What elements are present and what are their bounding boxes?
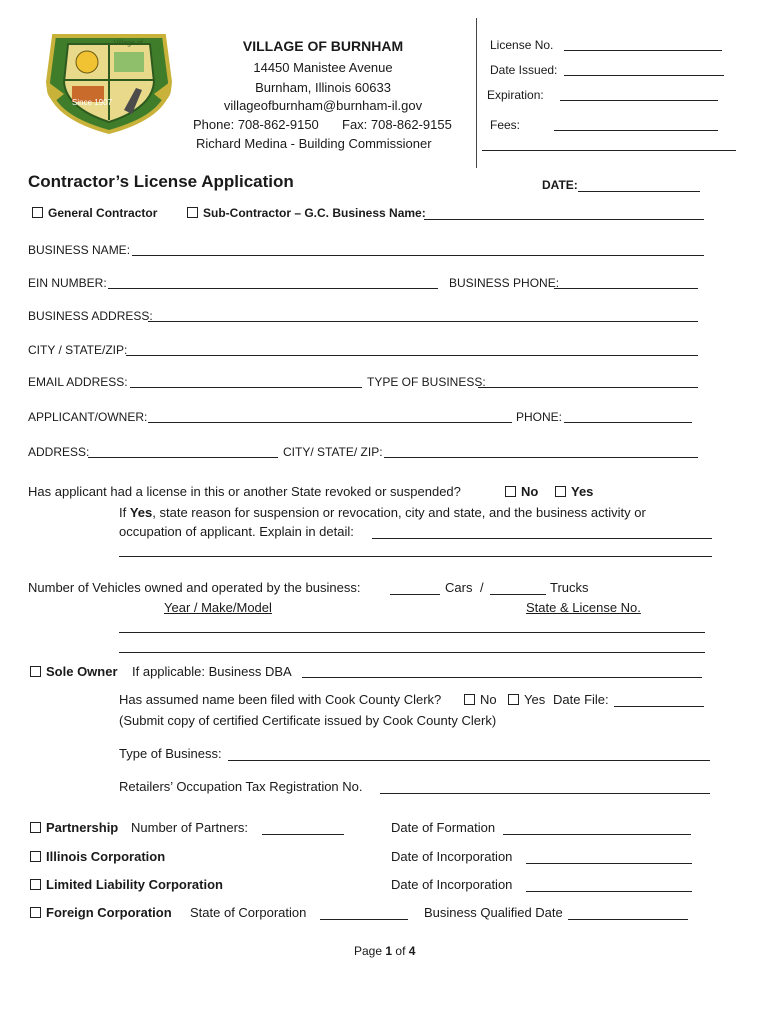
type-of-business-line[interactable] <box>228 760 710 761</box>
org-address-1: 14450 Manistee Avenue <box>253 60 393 75</box>
state-of-corp-label: State of Corporation <box>190 905 307 920</box>
address-line[interactable] <box>88 457 278 458</box>
org-name: VILLAGE OF BURNHAM <box>242 38 404 54</box>
revoked-no-checkbox[interactable] <box>505 486 516 497</box>
foreign-corp-label: Foreign Corporation <box>46 905 172 920</box>
business-qualified-date-line[interactable] <box>568 919 688 920</box>
type-of-business-label: Type of Business: <box>119 746 222 761</box>
sub-contractor-checkbox[interactable] <box>187 207 198 218</box>
business-name-label: BUSINESS NAME: <box>28 243 131 257</box>
date-line[interactable] <box>578 191 700 192</box>
vehicles-question: Number of Vehicles owned and operated by the business: <box>28 580 361 595</box>
retailers-tax-label: Retailers’ Occupation Tax Registration No. <box>119 779 363 794</box>
page-num: 1 <box>385 944 393 958</box>
header-divider <box>476 18 477 168</box>
applicant-owner-line[interactable] <box>148 422 512 423</box>
license-no-label: License No. <box>490 38 554 52</box>
general-contractor-checkbox[interactable] <box>32 207 43 218</box>
business-address-line[interactable] <box>148 321 698 322</box>
business-address-label: BUSINESS ADDRESS: <box>28 309 153 323</box>
of-word: of <box>395 944 406 958</box>
explain-line-2[interactable] <box>119 556 712 557</box>
page-word: Page <box>354 944 383 958</box>
applicant-owner-label: APPLICANT/OWNER: <box>28 410 148 424</box>
office-box-bottom-line <box>482 150 736 151</box>
general-contractor-label: General Contractor <box>48 206 158 220</box>
llc-option[interactable] <box>30 877 223 892</box>
partnership-label: Partnership <box>46 820 119 835</box>
email-address-line[interactable] <box>130 387 362 388</box>
trucks-label: Trucks <box>550 580 589 595</box>
partnership-checkbox[interactable] <box>30 822 41 833</box>
revoked-yes-label: Yes <box>571 484 594 499</box>
village-seal-logo <box>44 24 174 136</box>
vehicles-slash: / <box>480 580 484 595</box>
vehicles-line-2[interactable] <box>119 652 705 653</box>
city-state-zip-label: CITY / STATE/ZIP: <box>28 343 128 357</box>
address-label: ADDRESS: <box>28 445 90 459</box>
assumed-yes-checkbox[interactable] <box>508 694 519 705</box>
fees-line[interactable] <box>554 130 718 131</box>
assumed-yes-label: Yes <box>524 692 546 707</box>
date-issued-line[interactable] <box>564 75 724 76</box>
cars-count-line[interactable] <box>390 594 440 595</box>
seal-since-text: Since 1907 <box>72 98 113 107</box>
business-dba-line[interactable] <box>302 677 702 678</box>
ein-number-line[interactable] <box>108 288 438 289</box>
city-state-zip-line[interactable] <box>126 355 698 356</box>
partnership-option[interactable] <box>30 820 118 835</box>
date-file-label: Date File: <box>553 692 609 707</box>
business-dba-label: If applicable: Business DBA <box>132 664 292 679</box>
sub-contractor-option[interactable] <box>187 206 426 220</box>
vehicles-line-1[interactable] <box>119 632 705 633</box>
llc-label: Limited Liability Corporation <box>46 877 223 892</box>
type-of-business-caps-label: TYPE OF BUSINESS: <box>367 375 486 389</box>
fees-label: Fees: <box>490 118 521 132</box>
page-number <box>354 944 415 958</box>
foreign-corp-option[interactable] <box>30 905 172 920</box>
number-of-partners-line[interactable] <box>262 834 344 835</box>
if-yes-bold: Yes <box>129 505 153 520</box>
org-commissioner: Richard Medina - Building Commissioner <box>196 136 432 151</box>
business-phone-line[interactable] <box>554 288 698 289</box>
assumed-name-question: Has assumed name been filed with Cook County Clerk? <box>119 692 442 707</box>
trucks-count-line[interactable] <box>490 594 546 595</box>
sole-owner-checkbox[interactable] <box>30 666 41 677</box>
date-label: DATE: <box>542 178 578 192</box>
revoked-no-label: No <box>521 484 539 499</box>
license-no-line[interactable] <box>564 50 722 51</box>
city-state-zip2-line[interactable] <box>384 457 698 458</box>
state-of-corp-line[interactable] <box>320 919 408 920</box>
year-make-model-label: Year / Make/Model <box>164 600 272 615</box>
foreign-corp-checkbox[interactable] <box>30 907 41 918</box>
illinois-date-of-incorporation-label: Date of Incorporation <box>391 849 513 864</box>
org-email: villageofburnham@burnham-il.gov <box>223 98 423 113</box>
page-total: 4 <box>408 944 416 958</box>
date-of-formation-line[interactable] <box>503 834 691 835</box>
business-name-line[interactable] <box>132 255 704 256</box>
if-prefix: If <box>119 505 130 520</box>
assumed-no-option[interactable] <box>464 692 497 707</box>
if-yes-rest: , state reason for suspension or revocation, city and state, and the business activity or <box>152 505 646 520</box>
explain-line-1[interactable] <box>372 538 712 539</box>
seal-village-text: Village of <box>114 40 143 47</box>
if-yes-instruction <box>119 505 646 520</box>
form-title: Contractor’s License Application <box>28 172 294 191</box>
llc-date-of-incorporation-label: Date of Incorporation <box>391 877 513 892</box>
phone-label: PHONE: <box>516 410 563 424</box>
llc-checkbox[interactable] <box>30 879 41 890</box>
assumed-no-checkbox[interactable] <box>464 694 475 705</box>
city-state-zip2-label: CITY/ STATE/ ZIP: <box>283 445 383 459</box>
illinois-corp-checkbox[interactable] <box>30 851 41 862</box>
date-file-line[interactable] <box>614 706 704 707</box>
email-address-label: EMAIL ADDRESS: <box>28 375 128 389</box>
explain-label: occupation of applicant. Explain in detail: <box>119 524 354 539</box>
gc-business-name-line[interactable] <box>424 219 704 220</box>
revoked-yes-option[interactable] <box>555 484 593 499</box>
sole-owner-option[interactable] <box>30 664 118 679</box>
org-fax: Fax: 708-862-9155 <box>342 117 452 132</box>
general-contractor-option[interactable] <box>32 206 157 220</box>
phone-line[interactable] <box>564 422 692 423</box>
assumed-no-label: No <box>480 692 497 707</box>
business-phone-label: BUSINESS PHONE: <box>449 276 560 290</box>
sub-contractor-label: Sub-Contractor – G.C. Business Name: <box>203 206 426 220</box>
llc-date-of-incorporation-line[interactable] <box>526 891 692 892</box>
illinois-date-of-incorporation-line[interactable] <box>526 863 692 864</box>
expiration-line[interactable] <box>560 100 718 101</box>
revoked-question: Has applicant had a license in this or another State revoked or suspended? <box>28 484 461 499</box>
org-address-2: Burnham, Illinois 60633 <box>255 80 391 95</box>
date-issued-label: Date Issued: <box>490 63 558 77</box>
business-qualified-date-label: Business Qualified Date <box>424 905 563 920</box>
date-of-formation-label: Date of Formation <box>391 820 496 835</box>
retailers-tax-line[interactable] <box>380 793 710 794</box>
assumed-yes-option[interactable] <box>508 692 545 707</box>
sole-owner-label: Sole Owner <box>46 664 118 679</box>
cars-label: Cars <box>445 580 473 595</box>
ein-number-label: EIN NUMBER: <box>28 276 107 290</box>
number-of-partners-label: Number of Partners: <box>131 820 249 835</box>
revoked-yes-checkbox[interactable] <box>555 486 566 497</box>
submit-copy-note: (Submit copy of certified Certificate issued by Cook County Clerk) <box>119 713 497 728</box>
revoked-no-option[interactable] <box>505 484 538 499</box>
state-license-label: State & License No. <box>526 600 641 615</box>
illinois-corp-label: Illinois Corporation <box>46 849 166 864</box>
illinois-corp-option[interactable] <box>30 849 165 864</box>
type-of-business-caps-line[interactable] <box>478 387 698 388</box>
expiration-label: Expiration: <box>487 88 544 102</box>
org-phone: Phone: 708-862-9150 <box>193 117 319 132</box>
